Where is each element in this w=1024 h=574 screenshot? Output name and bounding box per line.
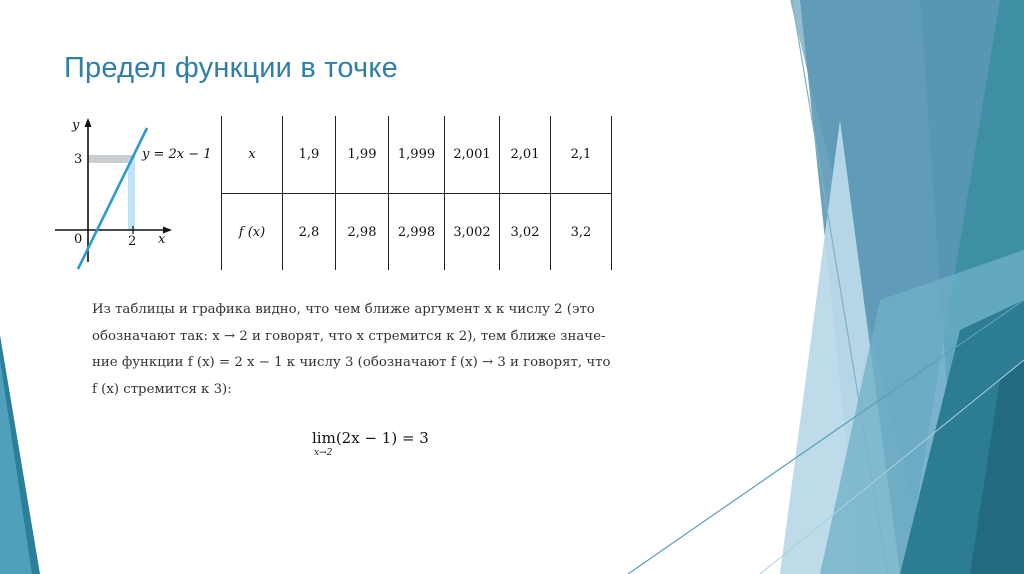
line-label: y = 2x − 1 <box>142 147 212 162</box>
table-cell: 2,001 <box>445 116 500 194</box>
table-cell: 1,999 <box>389 116 445 194</box>
table-cell: 2,8 <box>283 194 336 271</box>
origin-label: 0 <box>74 232 83 247</box>
vertical-guide <box>128 159 135 231</box>
y-axis-label: y <box>72 118 80 133</box>
function-graph <box>50 112 230 282</box>
table-header-fx: f (x) <box>222 194 283 271</box>
table-cell: 2,01 <box>500 116 551 194</box>
table-cell: 1,99 <box>336 116 389 194</box>
table-cell: 2,98 <box>336 194 389 271</box>
slide-title: Предел функции в точке <box>64 52 398 84</box>
paragraph-line-2: обозначают так: x → 2 и говорят, что x стремится к 2), тем ближе значе- <box>92 328 606 344</box>
table-cell: 3,02 <box>500 194 551 271</box>
limit-operator: lim <box>312 429 336 447</box>
explanation-paragraph <box>92 297 720 403</box>
horizontal-guide <box>88 155 135 163</box>
table-header-x: x <box>222 116 283 194</box>
limit-subscript: x→2 <box>314 448 333 458</box>
limit-expression: (2x − 1) = 3 <box>335 429 429 447</box>
y-axis-arrow <box>85 118 92 127</box>
limit-formula <box>312 428 429 458</box>
paragraph-line-4: f (x) стремится к 3): <box>92 381 232 397</box>
values-table <box>221 116 612 270</box>
paragraph-line-3: ние функции f (x) = 2 x − 1 к числу 3 (обозначают f (x) → 3 и говорят, что <box>92 355 611 370</box>
paragraph-line-1: Из таблицы и графика видно, что чем ближе аргумент x к числу 2 (это <box>92 302 595 317</box>
x-axis-label: x <box>158 232 166 247</box>
table-row-fx <box>222 194 612 271</box>
y-tick-label: 3 <box>74 152 83 167</box>
x-tick-label: 2 <box>128 234 137 249</box>
left-triangle-light <box>0 360 32 574</box>
table-row-x <box>222 116 612 194</box>
table-cell: 3,002 <box>445 194 500 271</box>
table-cell: 1,9 <box>283 116 336 194</box>
table-cell: 2,1 <box>551 116 612 194</box>
table-cell: 3,2 <box>551 194 612 271</box>
table-cell: 2,998 <box>389 194 445 271</box>
